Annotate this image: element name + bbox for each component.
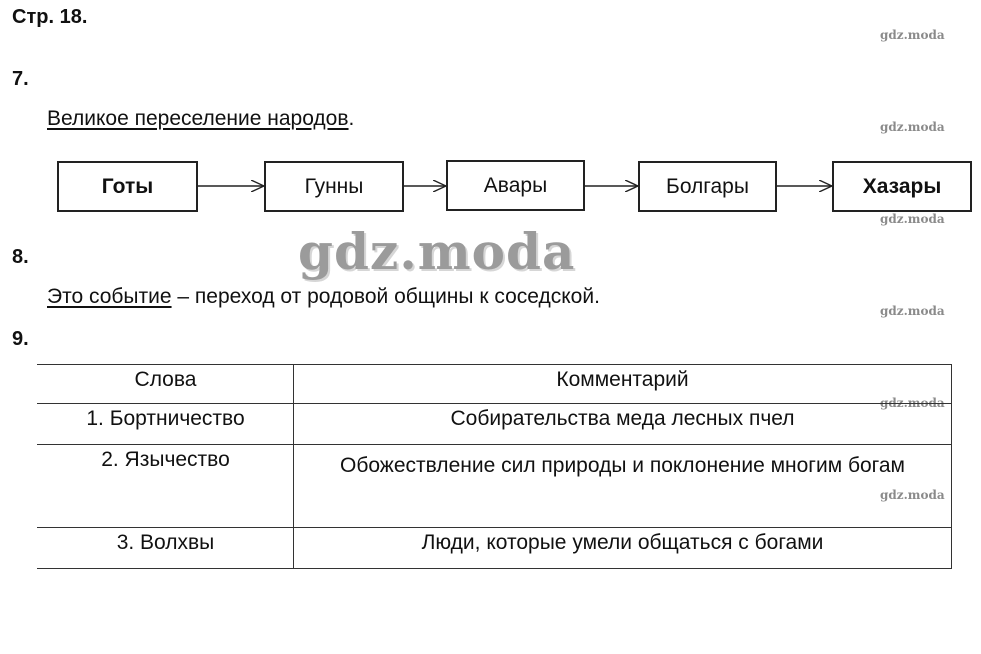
task-7-topic: Великое переселение народов: [47, 107, 349, 130]
task-8-rest: – переход от родовой общины к соседской.: [171, 285, 600, 308]
chain-box-khazars: Хазары: [832, 161, 972, 212]
watermark-large: gdz.moda: [298, 222, 576, 281]
header-words: Слова: [38, 365, 294, 404]
words-table: [37, 364, 952, 569]
table-row: [38, 445, 952, 528]
watermark-text: gdz.moda: [880, 120, 945, 134]
table-cell-word: 3. Волхвы: [38, 528, 294, 569]
watermark-text: gdz.moda: [880, 304, 945, 318]
task-7-topic-end: .: [348, 107, 355, 130]
table-cell-comment: Обожествление сил природы и поклонение многим богам: [294, 445, 952, 528]
chain-box-goths: Готы: [57, 161, 198, 212]
watermark-text: gdz.moda: [880, 28, 945, 42]
table-header-row: [38, 365, 952, 404]
chain-box-avars: Авары: [446, 160, 585, 211]
chain-box-bulgars: Болгары: [638, 161, 777, 212]
chain-box-huns: Гунны: [264, 161, 404, 212]
task-9-number: 9.: [12, 328, 29, 350]
watermark-text: gdz.moda: [880, 212, 945, 226]
task-7-number: 7.: [12, 68, 29, 90]
watermark-text: gdz.moda: [880, 488, 945, 502]
table-cell-word: 2. Язычество: [38, 445, 294, 528]
page-heading: Стр. 18.: [12, 6, 88, 28]
table-cell-comment: Собирательства меда лесных пчел: [294, 404, 952, 445]
table-row: [38, 404, 952, 445]
task-8-number: 8.: [12, 246, 29, 268]
table-row: [38, 528, 952, 569]
task-8-answer: [47, 285, 600, 309]
header-comment: Комментарий: [294, 365, 952, 404]
watermark-text: gdz.moda: [880, 396, 945, 410]
table-cell-word: 1. Бортничество: [38, 404, 294, 445]
table-cell-comment: Люди, которые умели общаться с богами: [294, 528, 952, 569]
task-8-underlined: Это событие: [47, 285, 172, 308]
